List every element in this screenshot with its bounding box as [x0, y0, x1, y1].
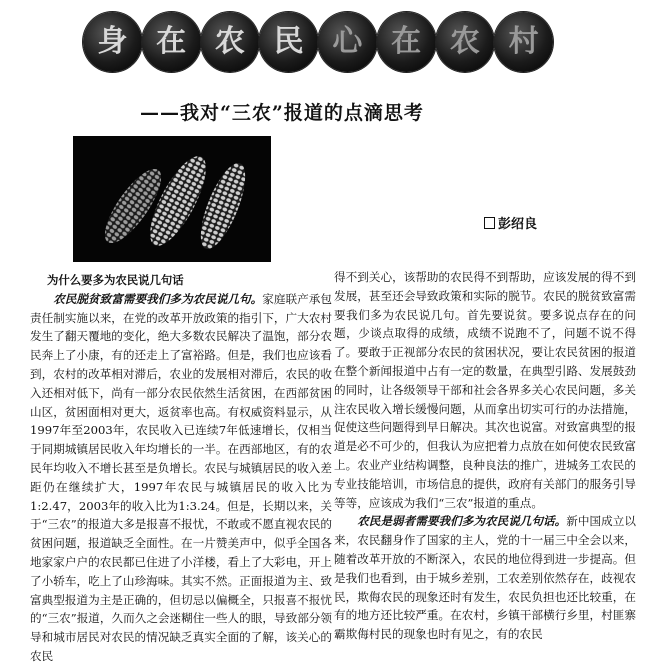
banner-char-7: 农	[436, 12, 495, 72]
left-lead: 农民脱贫致富需要我们多为农民说几句。	[53, 291, 263, 306]
title-banner	[83, 2, 553, 82]
corn-icon	[73, 136, 271, 262]
banner-char-2: 在	[142, 12, 201, 72]
left-paragraph	[30, 290, 332, 666]
banner-char-8: 村	[494, 12, 553, 72]
banner-char-6: 在	[377, 12, 436, 72]
byline	[484, 213, 537, 232]
left-body: 家庭联产承包责任制实施以来，在党的改革开放政策的指引下，广大农村发生了翻天覆地的变化，绝大多数农民解决了温饱，部分农民奔上了小康，有的还走上了富裕路。但是，我们也应该看到，农村的改革相对滞后，农业的发展相对滞后，农民的收入还相对低下，尚有一部分农民依然生活贫困，在西部贫困山区，贫困面相对更大，返贫率也高。有权威资料显示，从1997年至2003年，农民收入已连续7年低速增长，仅相当于同期城镇居民收入年均增长的一半。在西部地区，有的农民年均收入不增长甚至是负增长。农民与城镇居民的收入差距仍在继续扩大，1997年农民与城镇居民的收入比为1:2.47，2003年的收入比为1:3.24。但是，长期以来，关于“三农”的报道大多是报喜不报忧，不敢或不愿直视农民的贫困问题，报道缺乏全面性。在一片赞美声中，似乎全国各地家家户户的农民都已住进了小洋楼，看上了大彩电，开上了小轿车，吃上了山珍海味。其实不然。正面报道为主、致富典型报道为主是正确的，但切忌以偏概全，只报喜不报忧的“三农”报道，久而久之会迷糊住一些人的眼，导致部分领导和城市居民对农民的情况缺乏真实全面的了解，该关心的农民	[30, 291, 332, 663]
right-paragraph-2	[334, 512, 636, 644]
banner-char-5: 心	[318, 12, 377, 72]
section-heading: 为什么要多为农民说几句话	[47, 273, 184, 287]
right-body: 新中国成立以来，农民翻身作了国家的主人，党的十一届三中全会以来，随着改革开放的不断深入，农民的地位得到进一步提高。但是我们也看到，由于城乡差别，工农差别依然存在，歧视农民，欺侮农民的现象还时有发生，农民负担也还比较重，在有的地方还比较严重。在农村，乡镇干部横行乡里，村匪寨霸欺侮村民的现象也时有见之，有的农民	[334, 514, 636, 642]
right-paragraph-1: 得不到关心，该帮助的农民得不到帮助，应该发展的得不到发展，甚至还会导致政策和实际的脱节。农民的脱贫致富需要我们多为农民说几句。首先要说贫。要多说点存在的问题，少谈点取得的成绩，成绩不说跑不了，问题不说不得了。要敢于正视部分农民的贫困状况，要让农民贫困的报道在整个新闻报道中占有一定的数量，在典型引路、发展鼓劲的同时，让各级领导干部和社会各界多关心农民问题，多关注农民收入增长缓慢问题，从而拿出切实可行的办法措施，促使这些问题得到早日解决。其次也说富。对致富典型的报道是必不可少的，但我认为应把着力点放在如何使农民致富上。农业产业结构调整，良种良法的推广，进城务工农民的专业技能培训，市场信息的提供，政府有关部门的服务引导等等，应该成为我们“三农”报道的重点。	[334, 270, 636, 510]
corn-cobs-photo	[73, 136, 271, 262]
banner-char-1: 身	[83, 12, 142, 72]
right-column	[334, 268, 636, 644]
banner-char-3: 农	[201, 12, 260, 72]
byline-box-icon	[484, 217, 495, 229]
banner-char-4: 民	[259, 12, 318, 72]
right-lead: 农民是弱者需要我们多为农民说几句话。	[357, 514, 567, 529]
article-subtitle: ——我对“三农”报道的点滴思考	[140, 102, 424, 124]
left-column	[30, 271, 332, 666]
author-name: 彭绍良	[498, 217, 538, 232]
